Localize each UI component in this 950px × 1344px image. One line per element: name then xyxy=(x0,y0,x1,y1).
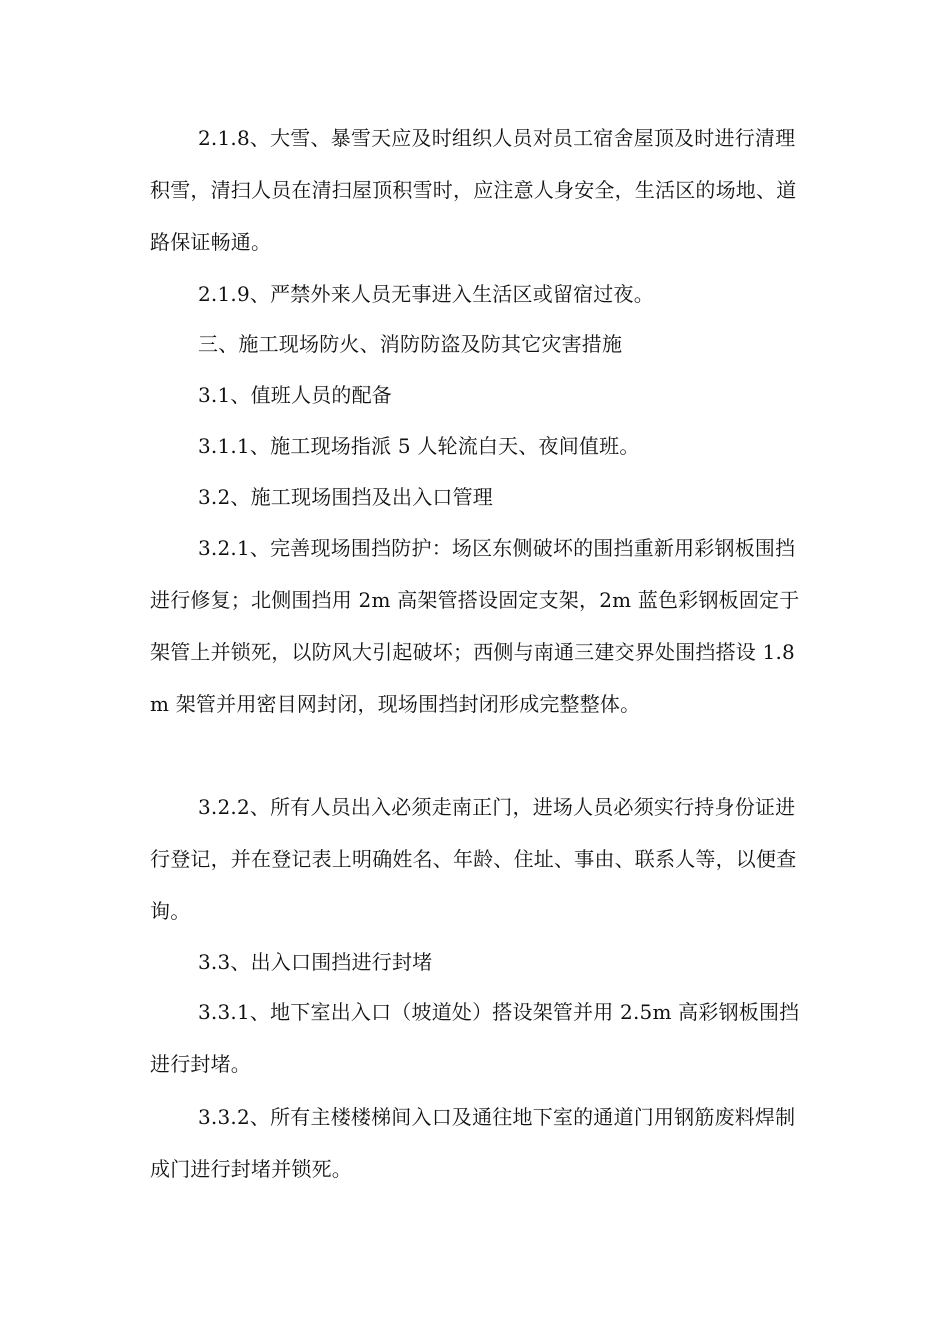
paragraph-3-2-1: 3.2.1、完善现场围挡防护：场区东侧破坏的围挡重新用彩钢板围挡进行修复；北侧围挡用 2m 高架管搭设固定支架，2m 蓝色彩钢板固定于架管上并锁死，以防风大引起破坏；西侧与南通三建交界处围挡搭设 1.8m 架管并用密目网封闭，现场围挡封闭形成完整整体。 xyxy=(150,536,800,716)
paragraph-3-1: 3.1、值班人员的配备 xyxy=(198,383,393,407)
paragraph-3-2: 3.2、施工现场围挡及出入口管理 xyxy=(198,485,494,509)
paragraph-2-1-8: 2.1.8、大雪、暴雪天应及时组织人员对员工宿舍屋顶及时进行清理积雪，清扫人员在清扫屋顶积雪时，应注意人身安全，生活区的场地、道路保证畅通。 xyxy=(150,126,797,254)
paragraph-3-3-2: 3.3.2、所有主楼楼梯间入口及通往地下室的通道门用钢筋废料焊制成门进行封堵并锁死。 xyxy=(150,1105,796,1181)
section-heading-3: 三、施工现场防火、消防防盗及防其它灾害措施 xyxy=(198,332,623,356)
paragraph-3-1-1: 3.1.1、施工现场指派 5 人轮流白天、夜间值班。 xyxy=(198,434,640,458)
paragraph-2-1-9: 2.1.9、严禁外来人员无事进入生活区或留宿过夜。 xyxy=(198,282,654,306)
paragraph-3-3: 3.3、出入口围挡进行封堵 xyxy=(198,950,433,974)
paragraph-3-3-1: 3.3.1、地下室出入口（坡道处）搭设架管并用 2.5m 高彩钢板围挡进行封堵。 xyxy=(150,1000,800,1076)
paragraph-3-2-2: 3.2.2、所有人员出入必须走南正门，进场人员必须实行持身份证进行登记，并在登记表上明确姓名、年龄、住址、事由、联系人等，以便查询。 xyxy=(150,795,797,923)
